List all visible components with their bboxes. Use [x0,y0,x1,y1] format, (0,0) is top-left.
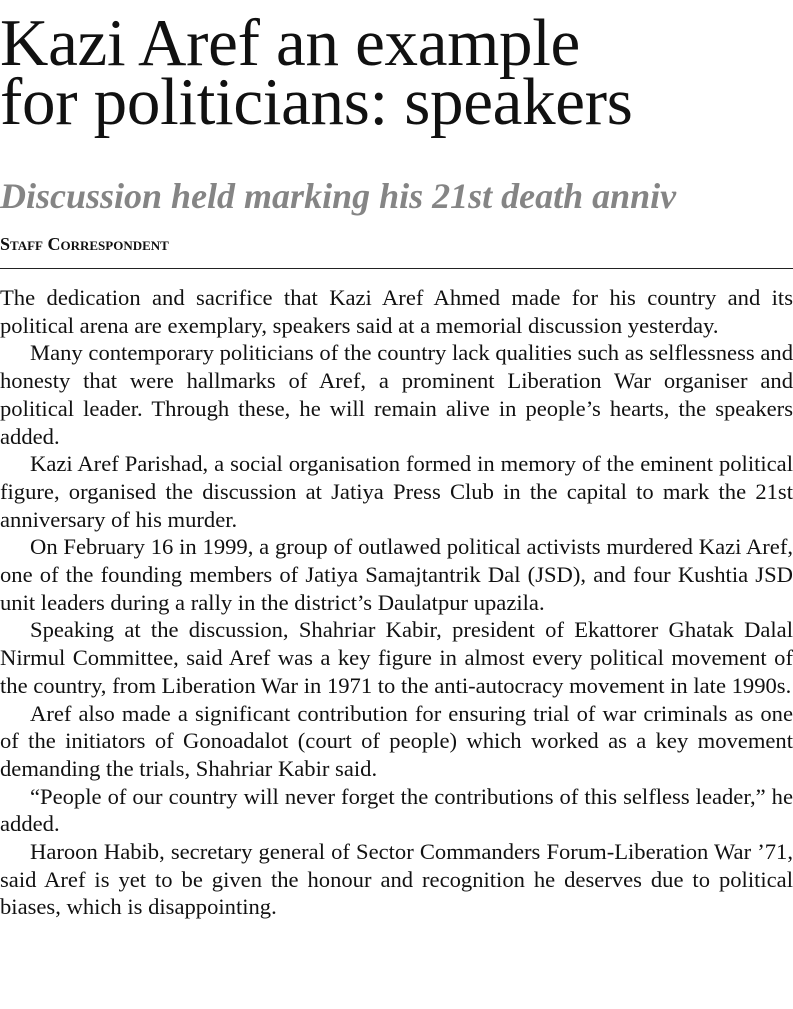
paragraph: On February 16 in 1999, a group of outlawed political activists murdered Kazi Aref, one of the founding members of Jatiya Samajtantrik Dal (JSD), and four Kushtia JSD unit leaders during a rally in the district’s Daulatpur upazila. [0,534,793,615]
headline-line-1: Kazi Aref an example [0,6,580,80]
paragraph: “People of our country will never forget the contributions of this selfless leader,” he added. [0,783,793,837]
byline-divider [0,268,793,269]
byline: Staff Correspondent [0,234,169,254]
article-body [0,284,793,921]
paragraph: Kazi Aref Parishad, a social organisation formed in memory of the eminent political figure, organised the discussion at Jatiya Press Club in the capital to mark the 21st anniversary of his murder. [0,451,793,532]
paragraph: Many contemporary politicians of the country lack qualities such as selflessness and honesty that were hallmarks of Aref, a prominent Liberation War organiser and political leader. Through these, he will remain alive in people’s hearts, the speakers added. [0,340,793,449]
paragraph: Haroon Habib, secretary general of Sector Commanders Forum-Liberation War ’71, said Aref is yet to be given the honour and recognition he deserves due to political biases, which is disappointing. [0,839,793,920]
headline [0,6,793,139]
headline-line-2: for politicians: speakers [0,65,633,139]
paragraph: The dedication and sacrifice that Kazi Aref Ahmed made for his country and its political arena are exemplary, speakers said at a memorial discussion yesterday. [0,285,793,338]
paragraph: Speaking at the discussion, Shahriar Kabir, president of Ekattorer Ghatak Dalal Nirmul Committee, said Aref was a key figure in almost every political movement of the country, from Liberation War in 1971 to the anti-autocracy movement in late 1990s. [0,617,793,698]
subheadline: Discussion held marking his 21st death anniv [0,176,677,216]
paragraph: Aref also made a significant contribution for ensuring trial of war criminals as one of the initiators of Gonoadalot (court of people) which worked as a key movement demanding the trials, Shahriar Kabir said. [0,700,793,781]
